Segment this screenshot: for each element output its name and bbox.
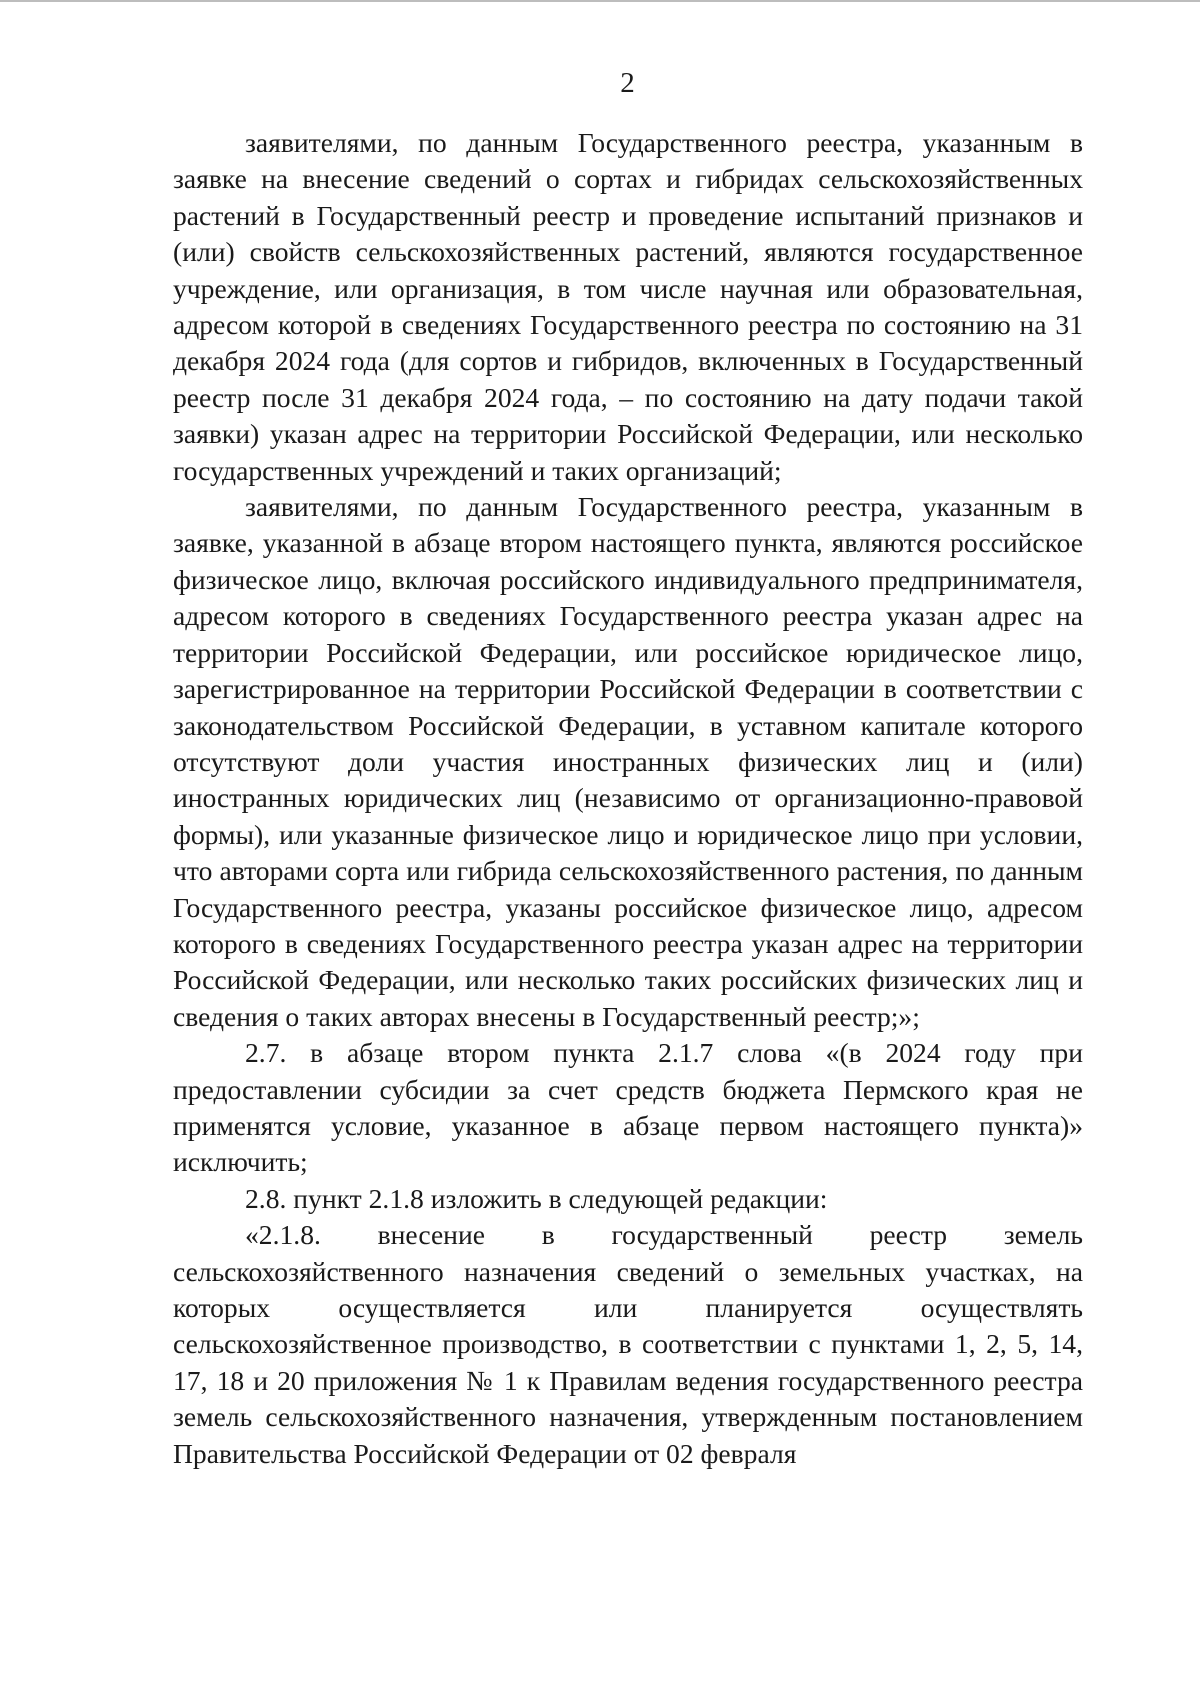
paragraph-applicants-state-institution: заявителями, по данным Государственного реестра, указанным в заявке на внесение сведений о сортах и гибридах сельскохозяйственных растений в Государственный реестр и проведение испытаний признаков и (или) свойств сельскохозяйственных растений, являются государственное учреждение, или организация, в том числе научная или образовательная, адресом которой в сведениях Государственного реестра по состоянию на 31 декабря 2024 года (для сортов и гибридов, включенных в Государственный реестр после 31 декабря 2024 года, – по состоянию на дату подачи такой заявки) указан адрес на территории Российской Федерации, или несколько государственных учреждений и таких организаций; [173,127,1083,486]
document-body [173,125,1083,1472]
paragraph-item-2-7: 2.7. в абзаце втором пункта 2.1.7 слова «(в 2024 году при предоставлении субсидии за счет средств бюджета Пермского края не применятся условие, указанное в абзаце первом настоящего пункта)» исключить; [173,1037,1083,1178]
page-number: 2 [620,67,635,99]
paragraph-applicants-russian-persons: заявителями, по данным Государственного реестра, указанным в заявке, указанной в абзаце втором настоящего пункта, являются российское физическое лицо, включая российского индивидуального предпринимателя, адресом которого в сведениях Государственного реестра указан адрес на территории Российской Федерации, или российское юридическое лицо, зарегистрированное на территории Российской Федерации в соответствии с законодательством Российской Федерации, в уставном капитале которого отсутствуют доли участия иностранных физических лиц и (или) иностранных юридических лиц (независимо от организационно-правовой формы), или указанные физическое лицо и юридическое лицо при условии, что авторами сорта или гибрида сельскохозяйственного растения, по данным Государственного реестра, указаны российское физическое лицо, адресом которого в сведениях Государственного реестра указан адрес на территории Российской Федерации, или несколько таких российских физических лиц и сведения о таких авторах внесены в Государственный реестр;»; [173,491,1083,1032]
paragraph-item-2-1-8: «2.1.8. внесение в государственный реестр земель сельскохозяйственного назначения сведений о земельных участках, на которых осуществляется или планируется осуществлять сельскохозяйственное производство, в соответствии с пунктами 1, 2, 5, 14, 17, 18 и 20 приложения № 1 к Правилам ведения государственного реестра земель сельскохозяйственного назначения, утвержденным постановлением Правительства Российской Федерации от 02 февраля [173,1219,1083,1469]
page-top-edge [0,0,1200,2]
paragraph-item-2-8: 2.8. пункт 2.1.8 изложить в следующей редакции: [245,1182,828,1214]
